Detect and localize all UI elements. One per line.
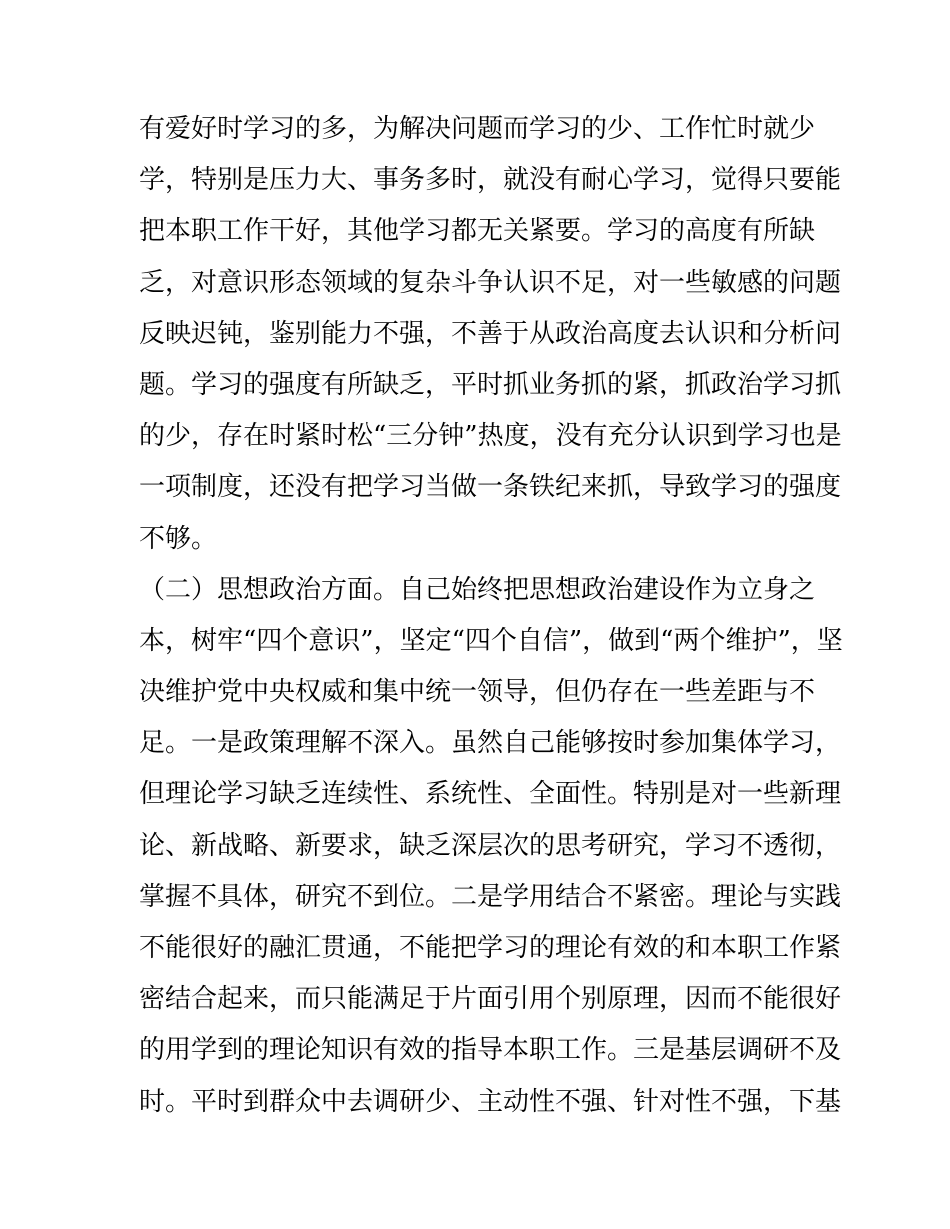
text-line: 的少，存在时紧时松“三分钟”热度，没有充分认识到学习也是 bbox=[139, 421, 842, 452]
text-line: 不能很好的融汇贯通，不能把学习的理论有效的和本职工作紧 bbox=[139, 933, 842, 963]
text-line: 反映迟钝，鉴别能力不强，不善于从政治高度去认识和分析问 bbox=[139, 318, 842, 349]
text-line: 不够。 bbox=[139, 523, 218, 554]
text-line: 时。平时到群众中去调研少、主动性不强、针对性不强，下基 bbox=[139, 1086, 842, 1117]
text-line: 本，树牢“四个意识”，坚定“四个自信”，做到“两个维护”，坚 bbox=[139, 625, 843, 656]
text-line: 掌握不具体，研究不到位。二是学用结合不紧密。理论与实践 bbox=[139, 881, 842, 912]
text-line: 有爱好时学习的多，为解决问题而学习的少、工作忙时就少 bbox=[139, 114, 816, 144]
text-line: 密结合起来，而只能满足于片面引用个别原理，因而不能很好 bbox=[139, 984, 842, 1015]
text-line: 的用学到的理论知识有效的指导本职工作。三是基层调研不及 bbox=[139, 1035, 842, 1066]
text-line: 把本职工作干好，其他学习都无关紧要。学习的高度有所缺 bbox=[139, 216, 816, 247]
document-body bbox=[139, 104, 843, 1128]
text-line: 一项制度，还没有把学习当做一条铁纪来抓，导致学习的强度 bbox=[139, 472, 842, 503]
text-line: 足。一是政策理解不深入。虽然自己能够按时参加集体学习， bbox=[139, 728, 842, 759]
text-line: 乏，对意识形态领域的复杂斗争认识不足，对一些敏感的问题 bbox=[139, 267, 842, 298]
text-line: 但理论学习缺乏连续性、系统性、全面性。特别是对一些新理 bbox=[139, 779, 842, 810]
text-line: 论、新战略、新要求，缺乏深层次的思考研究，学习不透彻， bbox=[139, 830, 842, 861]
text-line: 学，特别是压力大、事务多时，就没有耐心学习，觉得只要能 bbox=[139, 165, 842, 196]
section-heading-line: （二）思想政治方面。自己始终把思想政治建设作为立身之 bbox=[139, 574, 816, 605]
text-line: 题。学习的强度有所缺乏，平时抓业务抓的紧，抓政治学习抓 bbox=[139, 369, 842, 400]
text-line: 决维护党中央权威和集中统一领导，但仍存在一些差距与不 bbox=[139, 677, 816, 708]
